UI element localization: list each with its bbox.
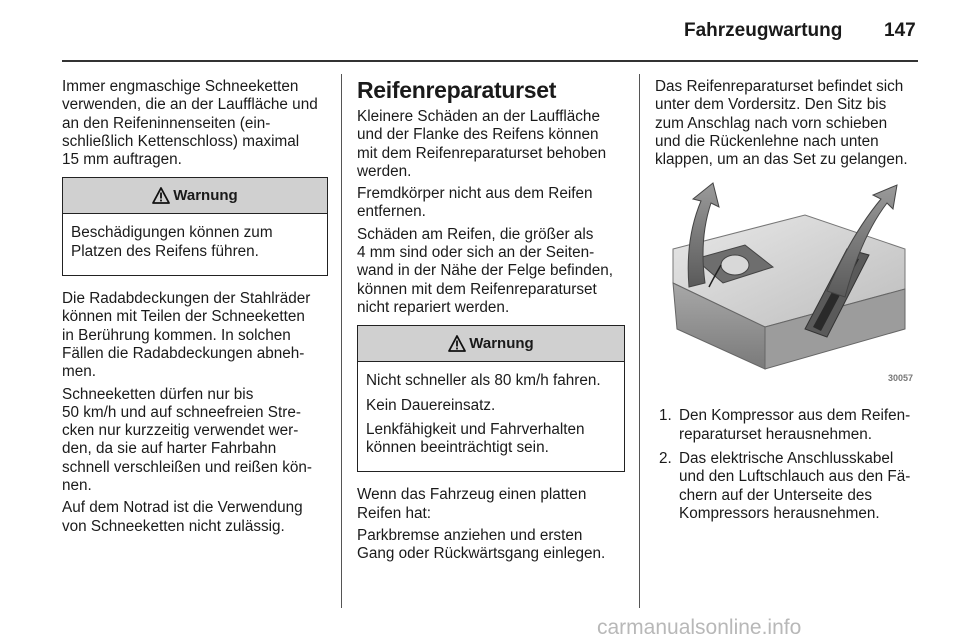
warning-box: [62, 177, 328, 276]
step-number: 2.: [659, 450, 672, 468]
warning-title: Warnung: [469, 334, 534, 352]
step-number: 1.: [659, 407, 672, 425]
list-item: [655, 450, 921, 523]
paragraph: Schäden am Reifen, die größer als 4 mm sind oder sich an der Seiten- wand in der Nähe der Felge befinden, können mit dem Reifenreparaturset nicht repariert werden.: [357, 225, 613, 316]
warning-text: Kein Dauereinsatz.: [366, 396, 496, 414]
column-divider: [639, 74, 640, 608]
figure-number: 30057: [887, 373, 913, 384]
list-item: [655, 407, 921, 444]
column-1: [62, 78, 328, 540]
paragraph: Parkbremse anziehen und ersten Gang oder Rückwärtsgang einlegen.: [357, 527, 606, 563]
warning-text: Nicht schneller als 80 km/h fahren.: [366, 372, 601, 390]
watermark: carmanualsonline.info: [597, 616, 802, 639]
page-number: 147: [884, 20, 916, 41]
paragraph: Das Reifenreparaturset befindet sich unter dem Vordersitz. Den Sitz bis zum Anschlag nach vorn schieben und die Rückenlehne nach unten klappen, um an das Set zu gelangen.: [655, 78, 908, 169]
paragraph: Schneeketten dürfen nur bis 50 km/h und auf schneefreien Stre- cken nur kurzzeitig verwendet wer- den, da sie auf harter Fahrbahn schnell verschleißen und reißen kön- nen.: [62, 385, 312, 495]
warning-body: [358, 362, 624, 471]
column-2: [357, 78, 625, 568]
header-rule: [62, 60, 918, 62]
warning-triangle-icon: [152, 187, 170, 204]
paragraph: Fremdkörper nicht aus dem Reifen entfernen.: [357, 185, 593, 221]
paragraph: Kleinere Schäden an der Lauffläche und der Flanke des Reifens können mit dem Reifenreparaturset behoben werden.: [357, 108, 607, 180]
paragraph: Immer engmaschige Schneeketten verwenden, die an der Lauffläche und an den Reifeninnenseiten (ein- schließlich Kettenschloss) maximal 15 mm auftragen.: [62, 78, 318, 169]
warning-triangle-icon: [448, 335, 466, 352]
section-heading: Reifenreparaturset: [357, 77, 557, 103]
step-text: Das elektrische Anschlusskabel und den Luftschlauch aus den Fä- chern auf der Unterseite des Kompressors herausnehmen.: [679, 450, 911, 522]
paragraph: Auf dem Notrad ist die Verwendung von Schneeketten nicht zulässig.: [62, 499, 303, 535]
warning-header: [63, 178, 327, 214]
warning-body: [63, 214, 327, 275]
page-title: Fahrzeugwartung: [684, 20, 843, 41]
warning-header: [358, 326, 624, 362]
column-divider: [341, 74, 342, 608]
steps-list: [655, 407, 921, 523]
warning-title: Warnung: [173, 186, 238, 204]
paragraph: Wenn das Fahrzeug einen platten Reifen hat:: [357, 486, 587, 522]
warning-text: Beschädigungen können zum Platzen des Reifens führen.: [71, 224, 273, 260]
page-header: [0, 0, 960, 62]
step-text: Den Kompressor aus dem Reifen- reparaturset herausnehmen.: [679, 407, 911, 443]
paragraph: Die Radabdeckungen der Stahlräder können mit Teilen der Schneeketten in Berührung kommen. In solchen Fällen die Radabdeckungen abneh- men.: [62, 290, 311, 381]
warning-text: Lenkfähigkeit und Fahrverhalten können beeinträchtigt sein.: [366, 420, 585, 457]
repair-kit-illustration: [655, 179, 917, 393]
repair-kit-drawing: [655, 179, 917, 393]
warning-box: [357, 325, 625, 472]
column-3: [655, 78, 921, 529]
